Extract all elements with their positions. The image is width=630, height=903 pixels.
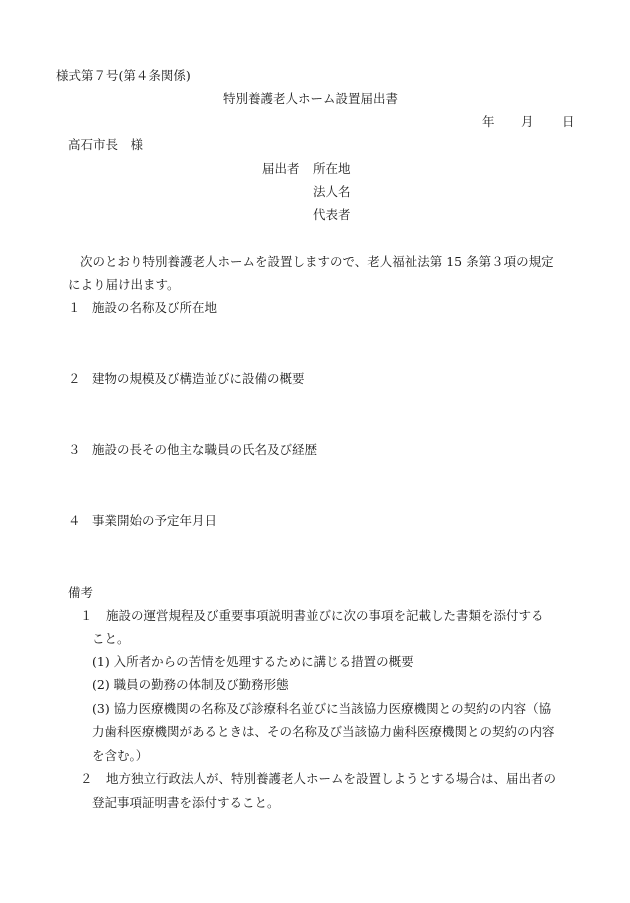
- remark-sub-3-line-1: (3) 協力医療機関の名称及び診療科名並びに当該協力医療機関との契約の内容（協: [92, 701, 552, 716]
- body-line-2: により届け出ます。: [68, 277, 180, 292]
- remark-2-line-1: 地方独立行政法人が、特別養護老人ホームを設置しようとする場合は、届出者の: [106, 771, 557, 786]
- notifier-label: 届出者: [262, 161, 300, 176]
- item-number: ４: [68, 513, 81, 528]
- form-number: 様式第７号(第４条関係): [56, 68, 191, 83]
- item-text: 施設の名称及び所在地: [92, 300, 218, 315]
- representative-label: 代表者: [313, 207, 351, 222]
- remarks-heading: 備考: [68, 585, 94, 600]
- body-line-1: 次のとおり特別養護老人ホームを設置しますので、老人福祉法第 15 条第３項の規定: [80, 254, 554, 269]
- date-month: 月: [521, 114, 534, 129]
- date-year: 年: [482, 114, 495, 129]
- item-number: ２: [68, 371, 81, 386]
- remark-sub-1: (1) 入所者からの苦情を処理するために講じる措置の概要: [92, 654, 414, 669]
- address-label: 所在地: [313, 161, 351, 176]
- remark-2-line-2: 登記事項証明書を添付すること。: [92, 795, 280, 810]
- corp-name-label: 法人名: [313, 184, 351, 199]
- item-number: １: [68, 300, 81, 315]
- addressee: 高石市長 様: [68, 137, 144, 152]
- remark-sub-3-line-3: を含む。）: [92, 748, 149, 763]
- item-text: 建物の規模及び構造並びに設備の概要: [92, 371, 305, 386]
- remark-1-line-2: こと。: [92, 631, 130, 646]
- item-text: 施設の長その他主な職員の氏名及び経歴: [92, 442, 318, 457]
- item-number: ３: [68, 442, 81, 457]
- remark-sub-2: (2) 職員の勤務の体制及び勤務形態: [92, 677, 289, 692]
- item-text: 事業開始の予定年月日: [92, 513, 218, 528]
- remark-1-number: １: [80, 608, 93, 623]
- date-day: 日: [562, 114, 575, 129]
- remark-2-number: ２: [80, 771, 93, 786]
- document-title: 特別養護老人ホーム設置届出書: [223, 91, 399, 106]
- remark-sub-3-line-2: 力歯科医療機関があるときは、その名称及び当該協力歯科医療機関との契約の内容: [92, 724, 555, 739]
- remark-1-line-1: 施設の運営規程及び重要事項説明書並びに次の事項を記載した書類を添付する: [106, 608, 544, 623]
